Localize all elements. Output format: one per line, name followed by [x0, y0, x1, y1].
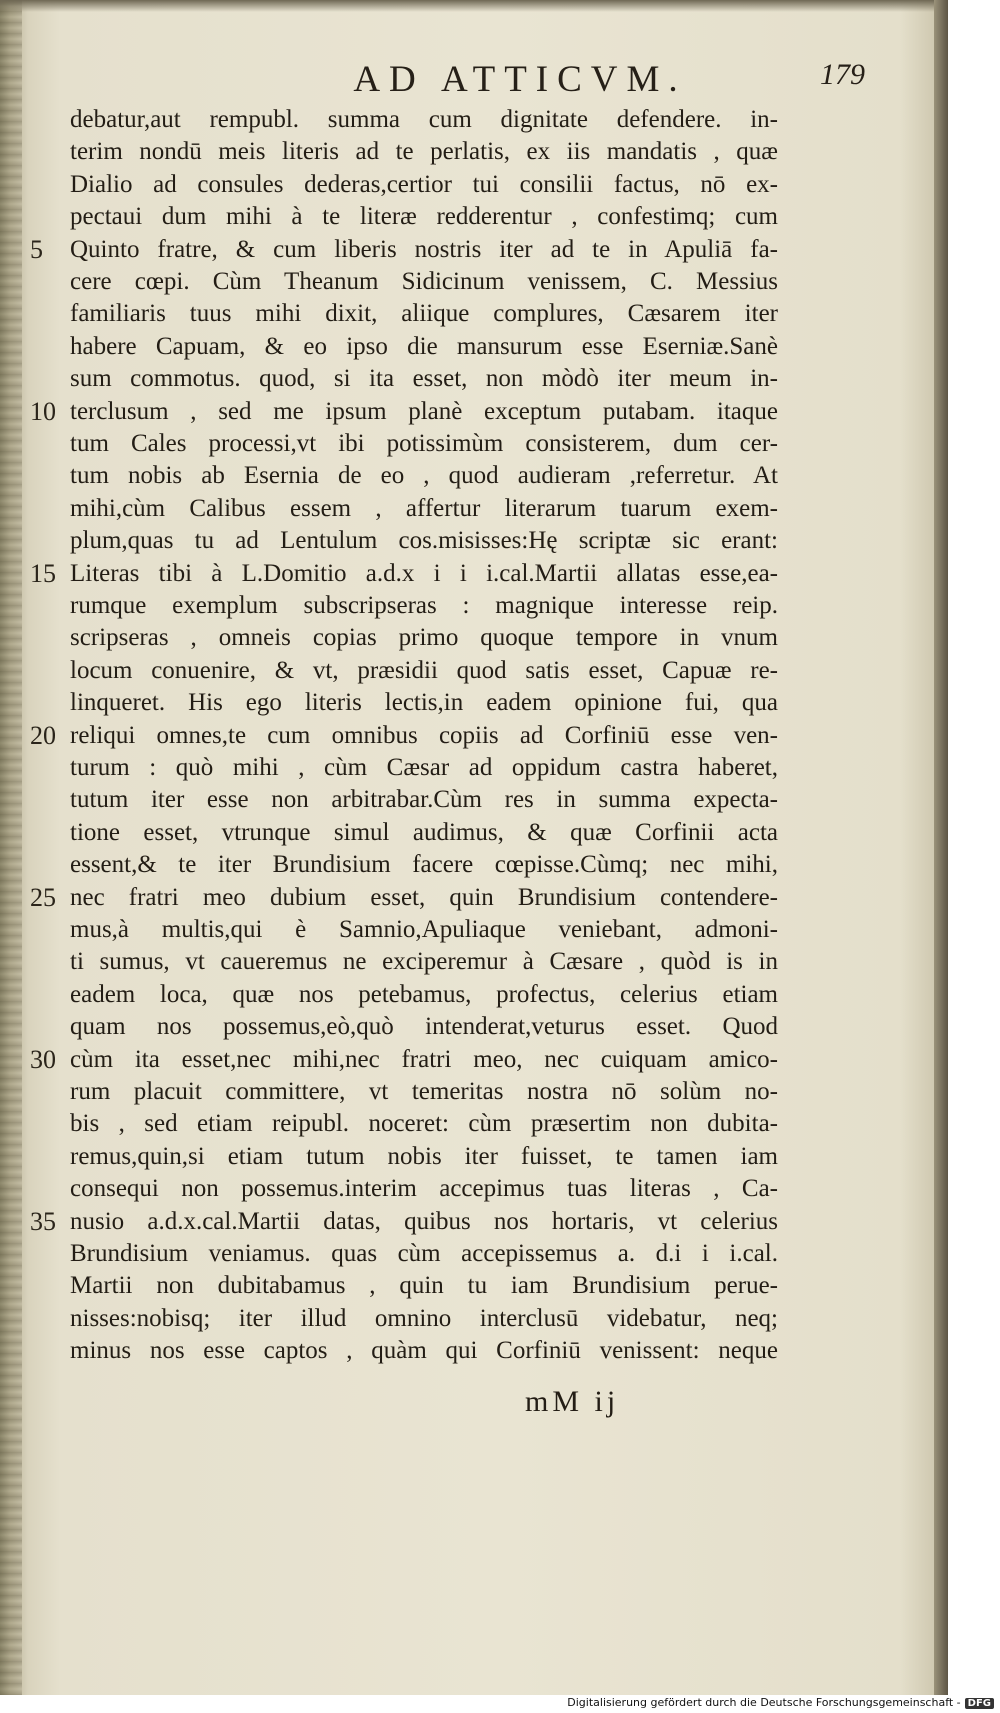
text-line: remus,quin,si etiam tutum nobis iter fuisset, te tamen iam: [70, 1142, 778, 1170]
text-line: cere cœpi. Cùm Theanum Sidicinum venissem, C. Messius: [70, 268, 778, 295]
line-number-marker: 35: [30, 1206, 56, 1236]
text-line: linqueret. His ego literis lectis,in eadem opinione fui, qua: [70, 689, 778, 717]
text-line: tutum iter esse non arbitrabar.Cùm res in summa expecta-: [70, 786, 778, 814]
text-line: pectaui dum mihi à te literæ redderentur , confestimq; cum: [70, 203, 778, 231]
text-line: nisses:nobisq; iter illud omnino interclusū videbatur, neq;: [70, 1304, 778, 1332]
text-line: tum nobis ab Esernia de eo , quod audieram ,referretur. At: [70, 462, 778, 490]
text-line: locum conuenire, & vt, præsidii quod satis esset, Capuæ re-: [70, 656, 778, 684]
line-number-marker: 10: [30, 396, 56, 426]
text-line: consequi non possemus.interim accepimus tuas literas , Ca-: [70, 1175, 778, 1203]
digitization-footer: [567, 1696, 994, 1709]
text-line: minus nos esse captos , quàm qui Corfiniū venissent: neque: [70, 1337, 778, 1365]
text-line: debatur,aut rempubl. summa cum dignitate defendere. in-: [70, 106, 778, 133]
text-line: nusio a.d.x.cal.Martii datas, quibus nos hortaris, vt celerius: [70, 1207, 778, 1235]
page-left-edge: [0, 0, 22, 1695]
text-line: plum,quas tu ad Lentulum cos.misisses:Hę scriptæ sic erant:: [70, 527, 778, 555]
text-line: reliqui omnes,te cum omnibus copiis ad Corfiniū esse ven-: [70, 721, 778, 749]
text-line: essent,& te iter Brundisium facere cœpisse.Cùmq; nec mihi,: [70, 851, 778, 879]
line-number-marker: 20: [30, 720, 56, 750]
text-line: rumque exemplum subscripseras : magnique interesse reip.: [70, 592, 778, 619]
line-number-marker: 5: [30, 234, 43, 264]
text-line: habere Capuam, & eo ipso die mansurum esse Eserniæ.Sanè: [70, 332, 778, 360]
text-line: terim nondū meis literis ad te perlatis, ex iis mandatis , quæ: [70, 138, 778, 166]
text-line: terclusum , sed me ipsum planè exceptum putabam. itaque: [70, 397, 778, 425]
text-line: nec fratri meo dubium esset, quin Brundisium contendere-: [70, 883, 778, 911]
dfg-logo: DFG: [965, 1698, 994, 1709]
text-line: familiaris tuus mihi dixit, aliique complures, Cæsarem iter: [70, 300, 778, 328]
text-line: scripseras , omneis copias primo quoque tempore in vnum: [70, 624, 778, 652]
text-line: cùm ita esset,nec mihi,nec fratri meo, nec cuiquam amico-: [70, 1045, 778, 1073]
page-right-edge: [934, 0, 948, 1695]
line-number-marker: 25: [30, 882, 56, 912]
text-line: turum : quò mihi , cùm Cæsar ad oppidum castra haberet,: [70, 754, 778, 781]
text-line: Quinto fratre, & cum liberis nostris iter ad te in Apuliā fa-: [70, 235, 778, 263]
text-line: Literas tibi à L.Domitio a.d.x i i i.cal.Martii allatas esse,ea-: [70, 559, 778, 587]
text-line: quam nos possemus,eò,quò intenderat,veturus esset. Quod: [70, 1013, 778, 1041]
running-title: AD ATTICVM.: [353, 59, 687, 100]
text-line: ti sumus, vt caueremus ne exciperemur à Cæsare , quòd is in: [70, 948, 778, 976]
page-number: 179: [820, 58, 865, 91]
text-line: eadem loca, quæ nos petebamus, profectus, celerius etiam: [70, 980, 778, 1008]
text-line: tum Cales processi,vt ibi potissimùm consisterem, dum cer-: [70, 430, 778, 457]
text-line: Martii non dubitabamus , quin tu iam Brundisium perue-: [70, 1272, 778, 1300]
text-line: rum placuit committere, vt temeritas nostra nō solùm no-: [70, 1078, 778, 1105]
text-line: bis , sed etiam reipubl. noceret: cùm præsertim non dubita-: [70, 1110, 778, 1138]
text-line: Brundisium veniamus. quas cùm accepissemus a. d.i i i.cal.: [70, 1240, 778, 1267]
text-line: mihi,cùm Calibus essem , affertur literarum tuarum exem-: [70, 494, 778, 522]
text-line: sum commotus. quod, si ita esset, non mòdò iter meum in-: [70, 365, 778, 393]
text-line: Dialio ad consules dederas,certior tui consilii factus, nō ex-: [70, 170, 778, 198]
text-line: mus,à multis,qui è Samnio,Apuliaque veniebant, admoni-: [70, 916, 778, 943]
text-line: tione esset, vtrunque simul audimus, & quæ Corfinii acta: [70, 818, 778, 846]
funding-note: Digitalisierung gefördert durch die Deutsche Forschungsgemeinschaft -: [567, 1696, 961, 1709]
line-number-marker: 15: [30, 558, 56, 588]
signature-mark: mM ij: [525, 1385, 620, 1418]
page-top-edge: [0, 0, 948, 12]
line-number-marker: 30: [30, 1044, 56, 1074]
